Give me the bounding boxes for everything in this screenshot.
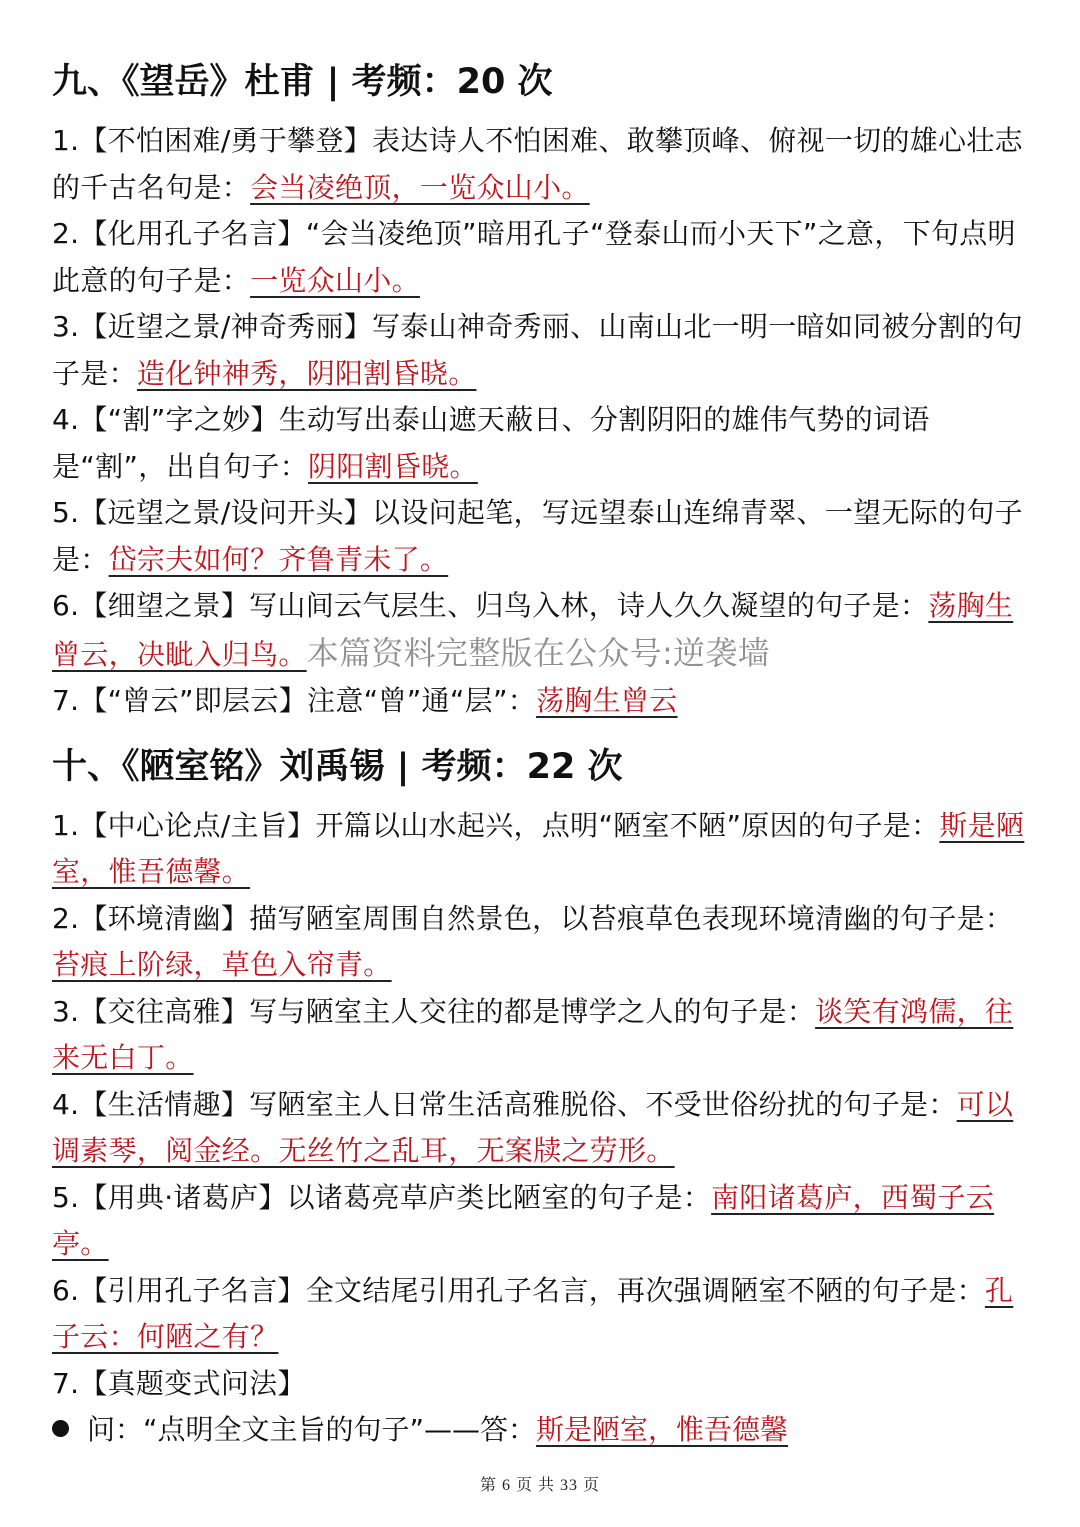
question-text: 1.【中心论点/主旨】开篇以山水起兴，点明“陋室不陋”原因的句子是：: [52, 808, 940, 842]
answer-text: 南阳诸葛庐，西蜀子云亭。: [52, 1180, 995, 1260]
list-item: [52, 989, 1040, 1082]
section-loushiming: [52, 737, 1040, 1454]
question-text: 5.【远望之景/设问开头】以设问起笔，写远望泰山连绵青翠、一望无际的句子是：: [52, 496, 1023, 576]
question-text: 2.【环境清幽】描写陋室周围自然景色，以苔痕草色表现环境清幽的句子是：: [52, 901, 1014, 935]
section-title: 九、《望岳》杜甫 | 考频：20 次: [52, 62, 553, 102]
answer-text: 谈笑有鸿儒，往来无白丁。: [52, 994, 1014, 1074]
question-text: 2.【化用孔子名言】“会当凌绝顶”暗用孔子“登泰山而小天下”之意，下句点明此意的句子是：: [52, 217, 1016, 297]
bullet-dot-icon: [52, 1420, 69, 1437]
question-text: 问：“点明全文主旨的句子”——答：: [87, 1413, 537, 1446]
question-text: 4.【生活情趣】写陋室主人日常生活高雅脱俗、不受世俗纷扰的句子是：: [52, 1087, 957, 1121]
list-item: [52, 304, 1040, 397]
answer-text: 一览众山小。: [250, 263, 420, 297]
question-text: 1.【不怕困难/勇于攀登】表达诗人不怕困难、敢攀顶峰、俯视一切的雄心壮志的千古名句是：: [52, 124, 1023, 204]
question-text: 6.【引用孔子名言】全文结尾引用孔子名言，再次强调陋室不陋的句子是：: [52, 1273, 985, 1307]
answer-text: 岱宗夫如何？齐鲁青未了。: [108, 542, 449, 576]
page-footer: 第 6 页 共 33 页: [479, 1477, 600, 1494]
list-item: [52, 583, 1040, 678]
answer-text: 可以调素琴，阅金经。无丝竹之乱耳，无案牍之劳形。: [52, 1087, 1014, 1167]
list-item: [52, 803, 1040, 896]
answer-text: 孔子云：何陋之有？: [52, 1273, 1014, 1353]
question-text: 3.【交往高雅】写与陋室主人交往的都是博学之人的句子是：: [52, 994, 816, 1028]
watermark-text: 本篇资料完整版在公众号:逆袭墙: [306, 633, 770, 672]
list-item: [52, 490, 1040, 583]
section-title: 十、《陋室铭》刘禹锡 | 考频：22 次: [52, 746, 623, 787]
answer-text: 斯是陋室，惟吾德馨。: [52, 808, 1025, 888]
question-text: 5.【用典·诸葛庐】以诸葛亮草庐类比陋室的句子是：: [52, 1180, 712, 1214]
list-item: [52, 397, 1040, 490]
list-item: [52, 1361, 1040, 1408]
list-item: [52, 118, 1040, 211]
answer-text: 阴阳割昏晓。: [308, 449, 478, 483]
question-text: 6.【细望之景】写山间云气层生、归鸟入林，诗人久久凝望的句子是：: [52, 589, 929, 622]
answer-text: 苔痕上阶绿，草色入帘青。: [52, 948, 392, 981]
answer-text: 荡胸生曾云: [536, 684, 678, 717]
list-item: [52, 678, 1040, 725]
question-text: 3.【近望之景/神奇秀丽】写泰山神奇秀丽、山南山北一明一暗如同被分割的句子是：: [52, 310, 1023, 390]
section-wangyue: [52, 52, 1040, 725]
list-item: [52, 1268, 1040, 1361]
answer-text: 斯是陋室，惟吾德馨: [536, 1413, 789, 1446]
question-text: 4.【“割”字之妙】生动写出泰山遮天蔽日、分割阴阳的雄伟气势的词语是“割”，出自句子：: [52, 403, 930, 483]
question-text: 7.【“曾云”即层云】注意“曾”通“层”：: [52, 684, 537, 717]
answer-text: 会当凌绝顶，一览众山小。: [250, 170, 590, 204]
list-item: [52, 896, 1040, 989]
list-item: [52, 211, 1040, 304]
answer-text: 荡胸生曾云，决眦入归鸟。: [52, 589, 1014, 671]
question-text: 7.【真题变式问法】: [52, 1366, 306, 1400]
list-item: [52, 1082, 1040, 1175]
bullet-item: [52, 1407, 1040, 1454]
list-item: [52, 1175, 1040, 1268]
answer-text: 造化钟神秀，阴阳割昏晓。: [136, 356, 477, 390]
